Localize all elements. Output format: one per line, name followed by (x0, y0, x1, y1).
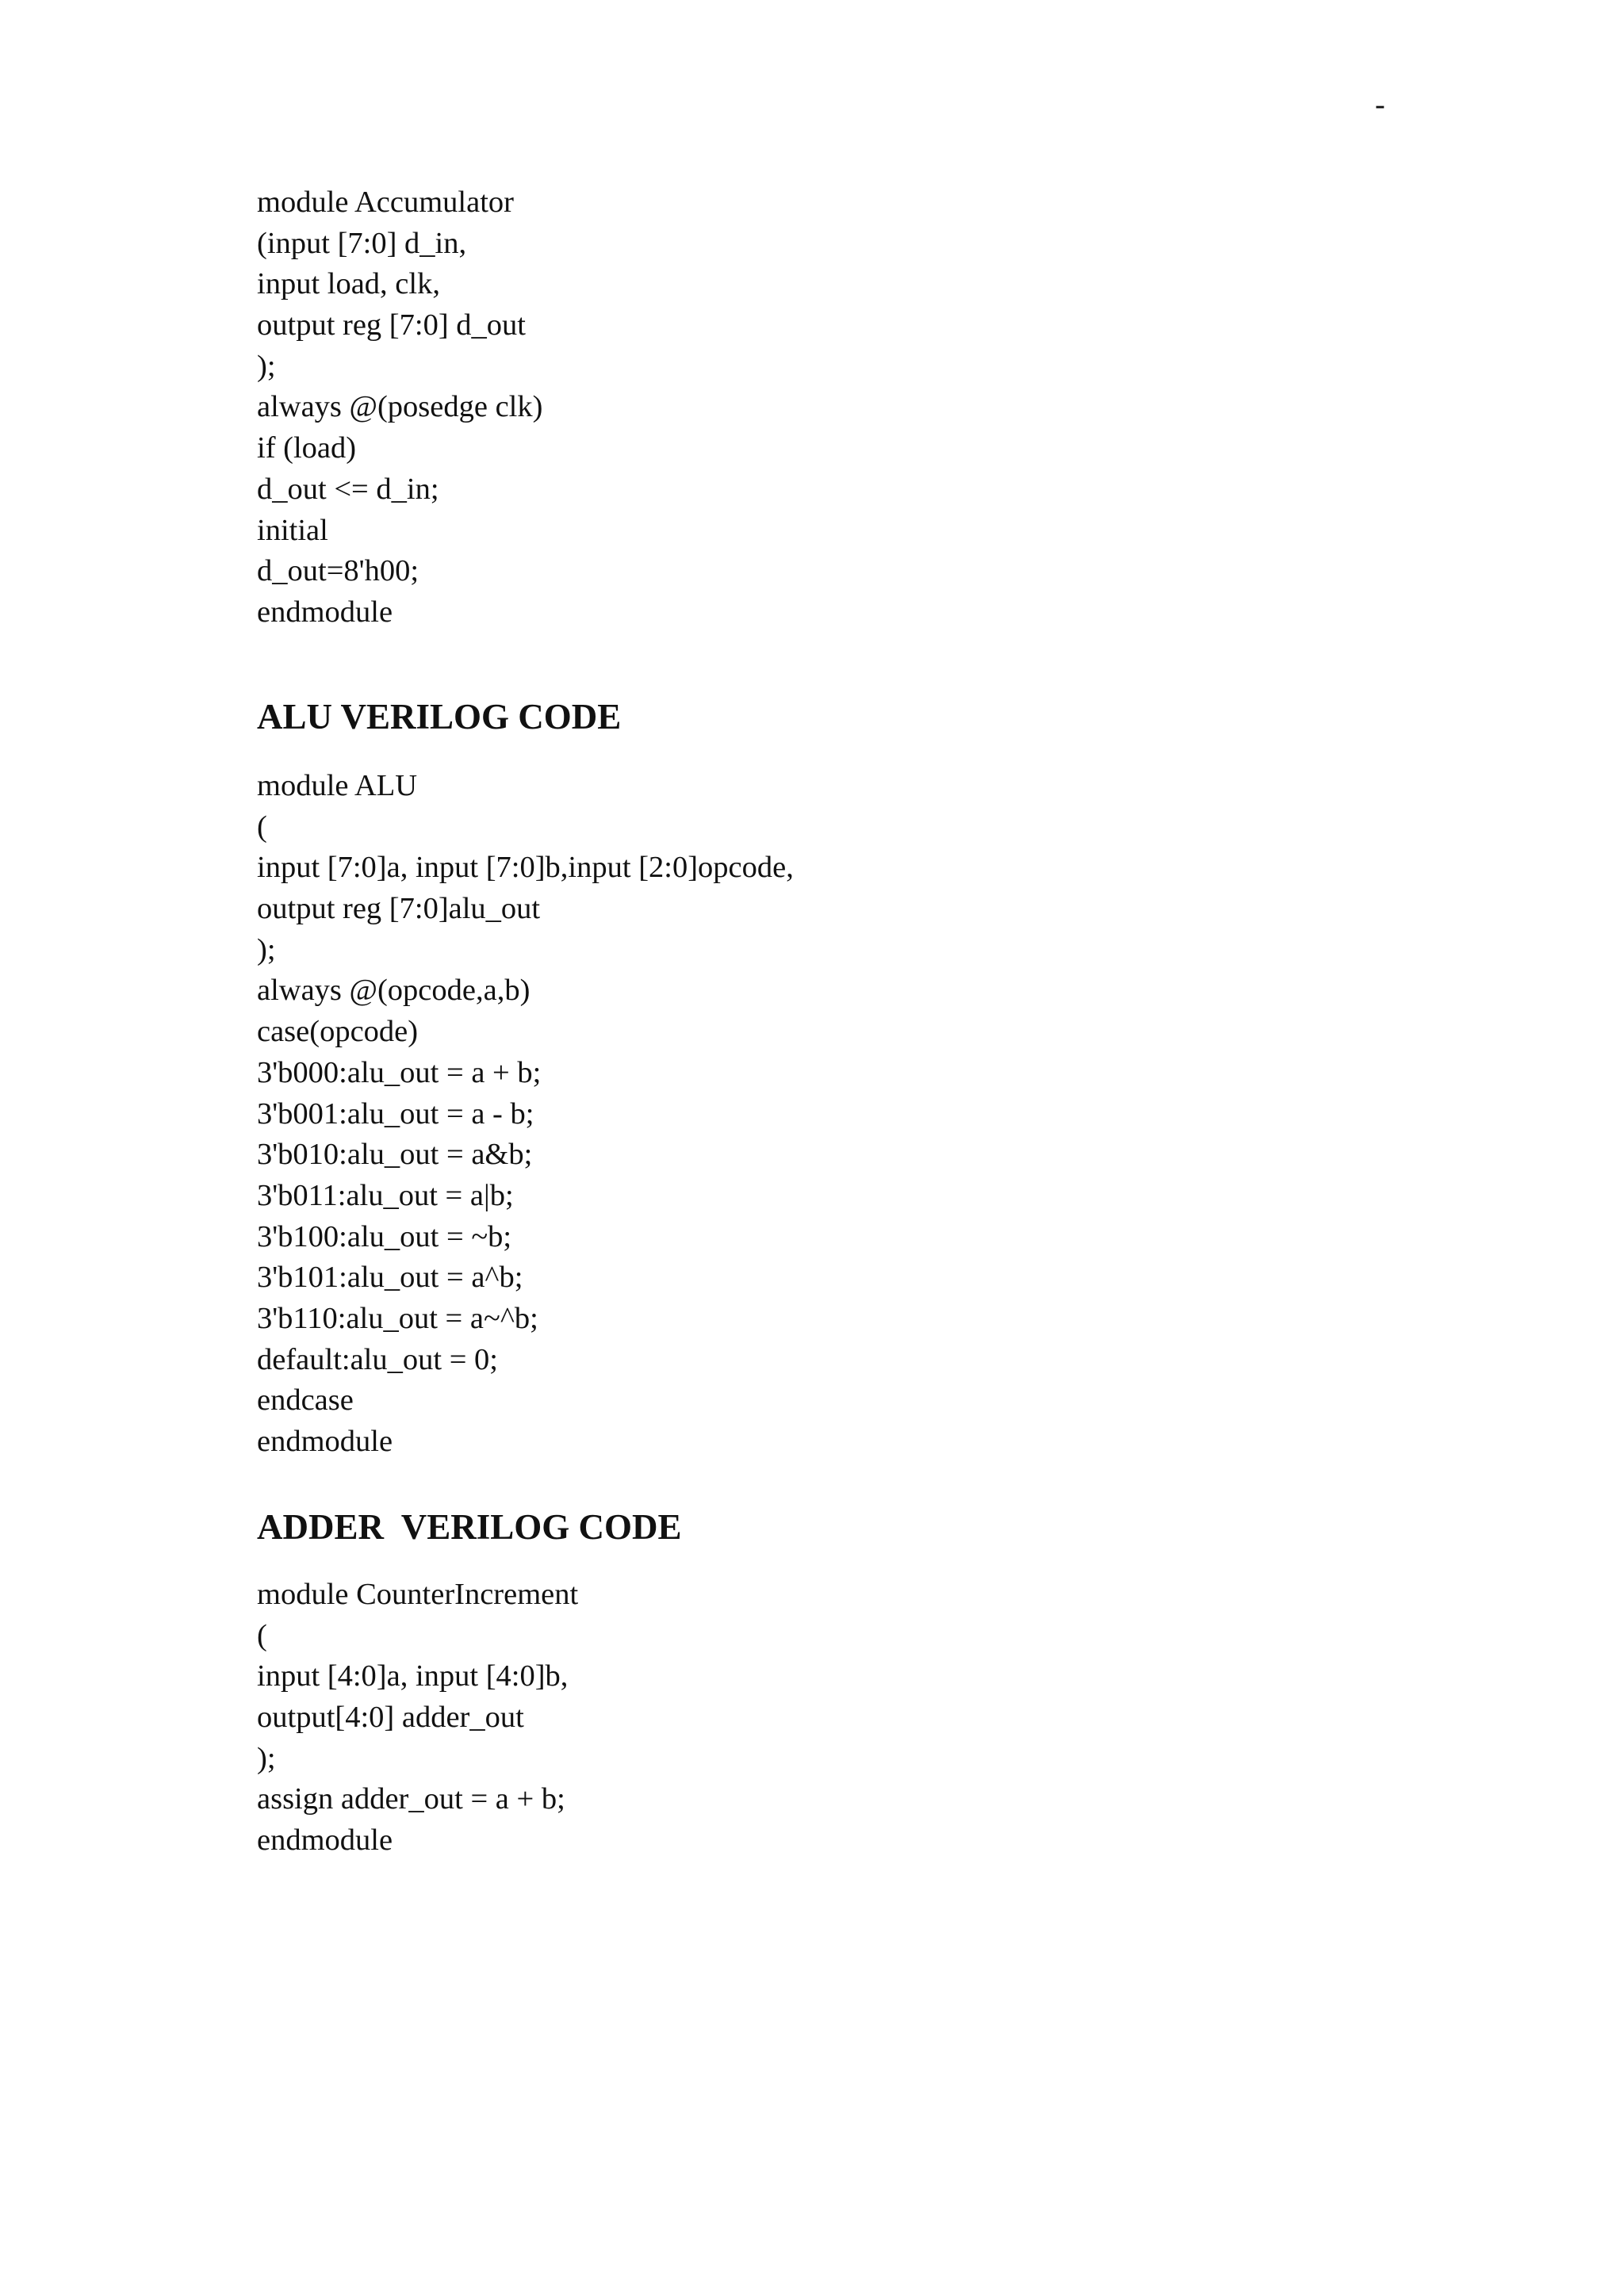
code-line: output[4:0] adder_out (257, 1701, 524, 1735)
accumulator-code-block (257, 182, 542, 633)
code-line: ( (257, 809, 267, 844)
adder-section-heading: ADDER VERILOG CODE (257, 1507, 682, 1547)
code-line: module ALU (257, 769, 418, 802)
code-line: module CounterIncrement (257, 1578, 579, 1611)
code-line: input load, clk, (257, 267, 440, 301)
alu-code-block (257, 766, 794, 1463)
code-line: 3'b011:alu_out = a|b; (257, 1178, 514, 1212)
code-line: assign adder_out = a + b; (257, 1782, 565, 1816)
code-line: 3'b001:alu_out = a - b; (257, 1096, 534, 1131)
code-line: ); (257, 1741, 276, 1775)
code-line: input [7:0]a, input [7:0]b,input [2:0]opcode, (257, 851, 794, 885)
code-line: always @(posedge clk) (257, 390, 543, 424)
code-line: 3'b000:alu_out = a + b; (257, 1055, 542, 1089)
code-line: default:alu_out = 0; (257, 1342, 498, 1376)
code-line: ); (257, 349, 276, 383)
code-line: 3'b010:alu_out = a&b; (257, 1138, 533, 1172)
code-line: output reg [7:0] d_out (257, 308, 526, 342)
code-line: input [4:0]a, input [4:0]b, (257, 1659, 569, 1693)
code-line: (input [7:0] d_in, (257, 226, 467, 260)
adder-code-block (257, 1575, 578, 1862)
code-line: endmodule (257, 1425, 393, 1458)
code-line: endcase (257, 1383, 354, 1418)
code-line: 3'b110:alu_out = a~^b; (257, 1301, 538, 1335)
code-line: ( (257, 1618, 267, 1652)
code-line: endmodule (257, 1823, 393, 1858)
code-line: ); (257, 932, 276, 966)
code-line: 3'b101:alu_out = a^b; (257, 1261, 523, 1295)
code-line: output reg [7:0]alu_out (257, 892, 541, 926)
code-line: d_out=8'h00; (257, 554, 419, 588)
alu-section-heading: ALU VERILOG CODE (257, 697, 622, 737)
code-line: endmodule (257, 595, 393, 629)
code-line: 3'b100:alu_out = ~b; (257, 1219, 512, 1253)
code-line: case(opcode) (257, 1015, 419, 1049)
code-line: always @(opcode,a,b) (257, 974, 530, 1008)
code-line: module Accumulator (257, 186, 514, 219)
code-line: d_out <= d_in; (257, 472, 439, 506)
page-mark: - (1375, 88, 1385, 121)
code-line: initial (257, 513, 328, 547)
code-line: if (load) (257, 431, 357, 465)
